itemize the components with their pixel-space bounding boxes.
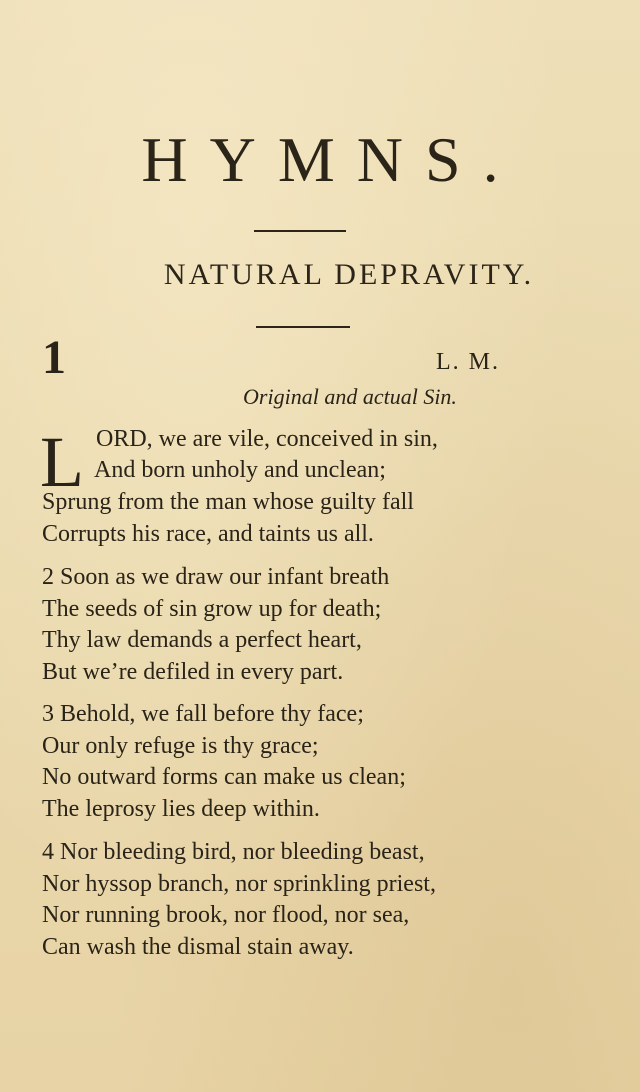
drop-cap: L [40, 422, 84, 502]
verse-1-line-4: Corrupts his race, and taints us all. [42, 521, 374, 547]
heading-divider [254, 230, 346, 232]
verse-1-line-1: ORD, we are vile, conceived in sin, [96, 426, 438, 452]
verse-3-line-2: Our only refuge is thy grace; [42, 733, 319, 759]
verse-2-line-4: But we’re defiled in every part. [42, 659, 344, 685]
verse-2-line-1: 2 Soon as we draw our infant breath [42, 564, 390, 590]
verse-4-line-1: 4 Nor bleeding bird, nor bleeding beast, [42, 839, 425, 865]
verse-4-line-2: Nor hyssop branch, nor sprinkling priest, [42, 871, 436, 897]
verse-3-line-4: The leprosy lies deep within. [42, 796, 320, 822]
verse-2-line-2: The seeds of sin grow up for death; [42, 596, 382, 622]
verse-4-line-3: Nor running brook, nor flood, nor sea, [42, 902, 410, 928]
verse-3-line-3: No outward forms can make us clean; [42, 764, 406, 790]
verse-1-line-2: And born unholy and unclean; [94, 457, 386, 483]
verse-1-line-3: Sprung from the man whose guilty fall [42, 489, 414, 515]
hymn-meter: L. M. [436, 349, 500, 375]
verse-3-line-1: 3 Behold, we fall before thy face; [42, 701, 364, 727]
verse-2-line-3: Thy law demands a perfect heart, [42, 627, 362, 653]
verse-4-line-4: Can wash the dismal stain away. [42, 934, 354, 960]
book-heading: HYMNS. [141, 124, 521, 195]
hymn-number: 1 [42, 331, 66, 384]
section-divider [256, 326, 350, 328]
hymn-subtitle: Original and actual Sin. [243, 384, 457, 409]
section-heading: NATURAL DEPRAVITY. [163, 258, 535, 291]
